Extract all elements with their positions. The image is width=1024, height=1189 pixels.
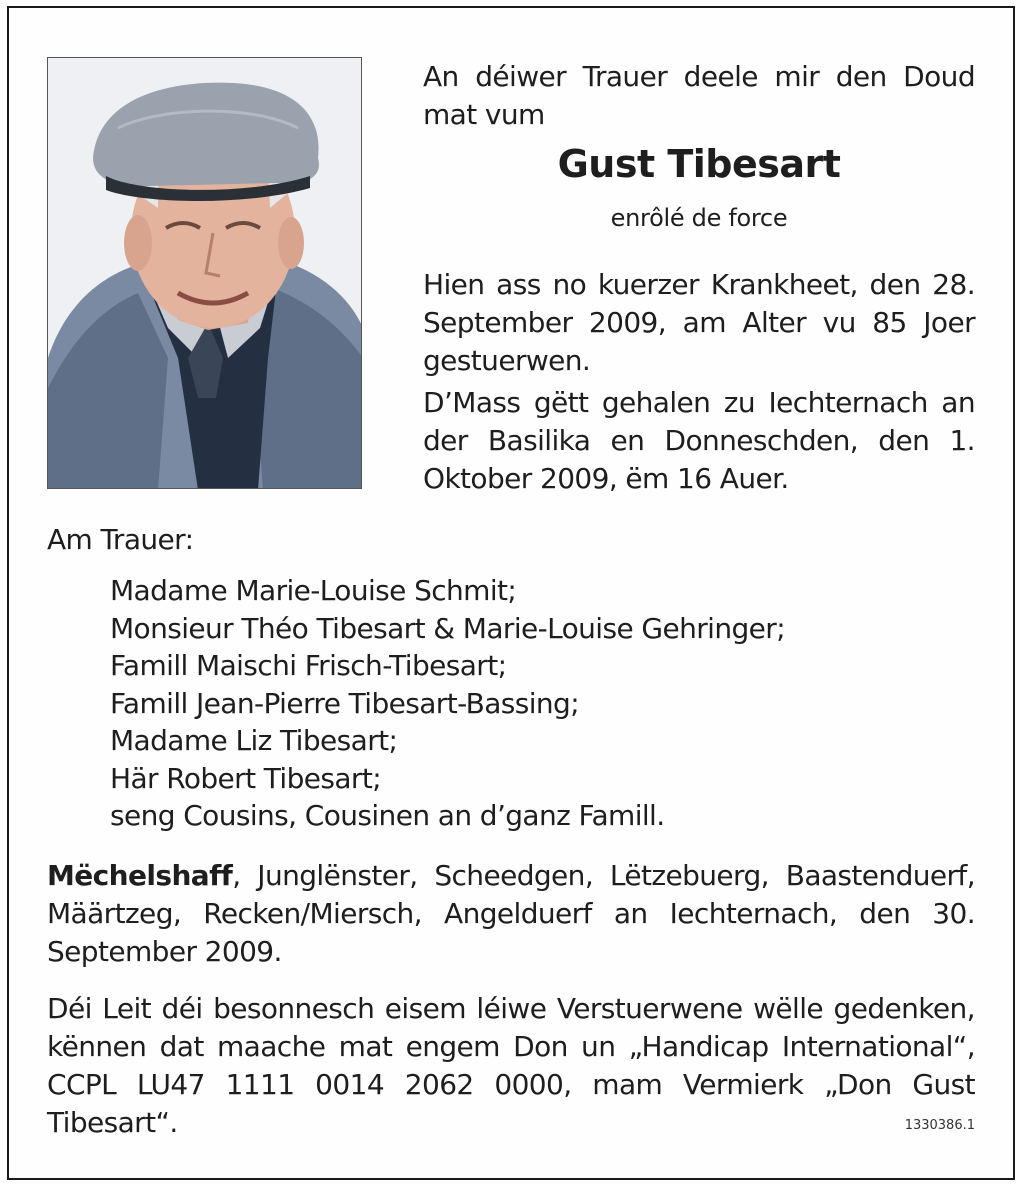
mourner-item: Famill Maischi Frisch-Tibesart; <box>110 649 507 682</box>
deceased-name: Gust Tibesart <box>557 142 841 186</box>
death-paragraph: Hien ass no kuerzer Krankheet, den 28. September 2009, am Alter vu 85 Joer gestuerwen. <box>423 268 975 377</box>
mourners-list <box>110 572 970 835</box>
mourner-item: Här Robert Tibesart; <box>110 761 382 795</box>
mourner-item: seng Cousins, Cousinen an d’ganz Famill. <box>110 799 665 832</box>
mass-paragraph: D’Mass gëtt gehalen zu Iechternach an der Basilika en Donneschden, den 1. Oktober 2009, ëm 16 Auer. <box>423 386 975 495</box>
reference-number: 1330386.1 <box>904 1118 975 1133</box>
mourner-item: Famill Jean-Pierre Tibesart-Bassing; <box>110 686 580 720</box>
deceased-subtitle: enrôlé de force <box>610 204 788 232</box>
mourners-title: Am Trauer: <box>47 523 194 556</box>
places-rest: , Junglënster, Scheedgen, Lëtzebuerg, Baastenduerf, Määrtzeg, Recken/Miersch, Angelduerf an Iechternach, den 30. September 2009. <box>47 859 975 968</box>
mourner-item: Monsieur Théo Tibesart & Marie-Louise Gehringer; <box>110 611 786 645</box>
mourner-item: Madame Liz Tibesart; <box>110 724 398 757</box>
intro-text: An déiwer Trauer deele mir den Doud mat vum <box>423 60 975 131</box>
portrait-photo <box>47 57 362 489</box>
mourner-item: Madame Marie-Louise Schmit; <box>110 574 517 607</box>
places-bold-name: Mëchelshaff <box>47 859 233 892</box>
donation-paragraph: Déi Leit déi besonnesch eisem léiwe Verstuerwene wëlle gedenken, kënnen dat maache mat engem Don un „Handicap International“, CCPL LU47 1111 0014 2062 0000, mam Vermierk „Don Gust Tibesart“. <box>47 992 975 1139</box>
places-paragraph <box>47 857 975 971</box>
